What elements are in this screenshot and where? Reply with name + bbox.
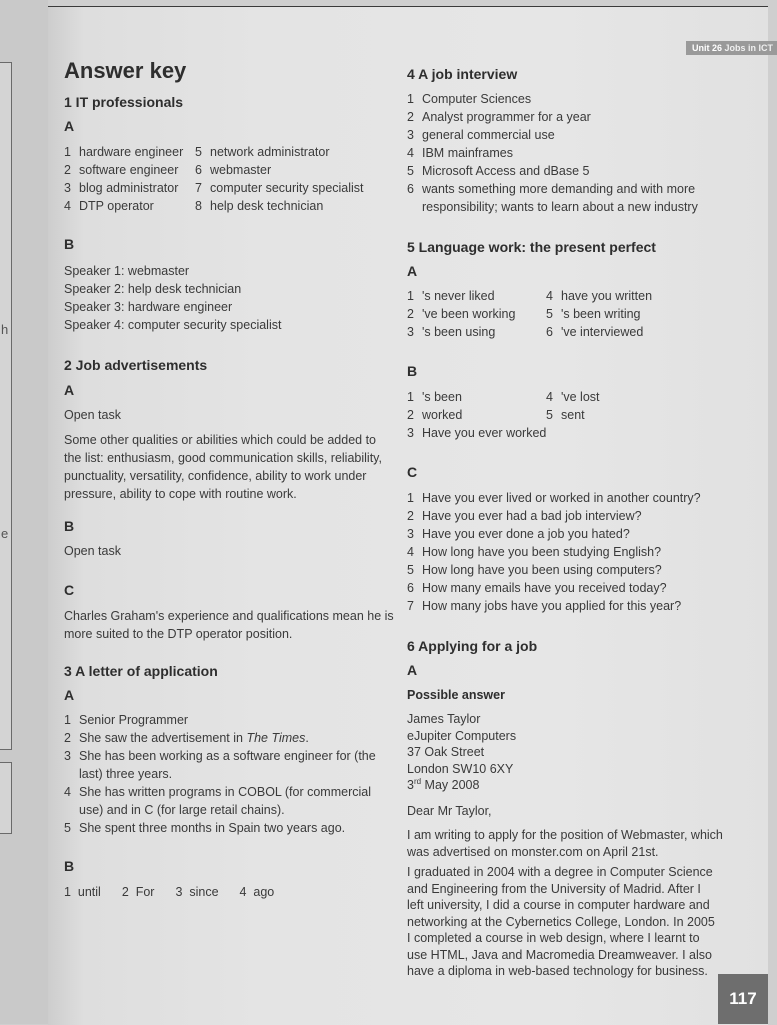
item-number: 1 bbox=[407, 491, 414, 505]
item-text: 've been working bbox=[422, 307, 516, 321]
subsection-label: A bbox=[64, 382, 75, 398]
list-item bbox=[546, 323, 652, 341]
answer-inline-list bbox=[64, 883, 274, 901]
item-text: Have you ever lived or worked in another country? bbox=[422, 491, 701, 505]
item-text: 's never liked bbox=[422, 289, 495, 303]
item-number: 6 bbox=[195, 163, 202, 177]
date-suffix: rd bbox=[413, 776, 422, 786]
answer-list bbox=[407, 388, 546, 442]
answer-list bbox=[407, 287, 515, 341]
item-text: until bbox=[77, 885, 101, 899]
list-item bbox=[64, 729, 384, 747]
binding-margin bbox=[0, 0, 48, 1024]
section-heading: 6 Applying for a job bbox=[407, 638, 538, 654]
list-item bbox=[64, 819, 384, 837]
list-item: Speaker 4: computer security specialist bbox=[64, 318, 282, 332]
item-text: 's been using bbox=[422, 325, 496, 339]
item-number: 4 bbox=[64, 199, 71, 213]
item-number: 6 bbox=[407, 581, 414, 595]
item-number: 6 bbox=[546, 325, 553, 339]
list-item bbox=[407, 507, 701, 525]
item-text: . bbox=[305, 731, 309, 745]
item-text: 's been bbox=[422, 390, 462, 404]
list-item bbox=[407, 525, 701, 543]
list-item bbox=[407, 144, 725, 162]
address-line: London SW10 6XY bbox=[407, 761, 514, 776]
list-item bbox=[546, 406, 600, 424]
subsection-label: C bbox=[64, 582, 75, 598]
speaker-list bbox=[64, 262, 281, 334]
item-text: She saw the advertisement in bbox=[79, 731, 247, 745]
item-number: 3 bbox=[175, 885, 183, 899]
list-item bbox=[64, 161, 183, 179]
list-item bbox=[407, 406, 546, 424]
list-item bbox=[407, 597, 701, 615]
item-text: sent bbox=[561, 408, 585, 422]
item-number: 5 bbox=[546, 307, 553, 321]
list-item bbox=[407, 90, 725, 108]
date-rest: May 2008 bbox=[421, 778, 480, 792]
section-heading: 5 Language work: the present perfect bbox=[407, 239, 656, 255]
item-number: 4 bbox=[546, 390, 553, 404]
item-text: She has written programs in COBOL (for commercial use) and in C (for large retail chains). bbox=[79, 785, 371, 817]
unit-number: Unit 26 bbox=[692, 43, 723, 53]
item-number: 2 bbox=[121, 885, 129, 899]
list-item bbox=[64, 711, 384, 729]
date-day: 3 bbox=[407, 778, 414, 792]
item-number: 8 bbox=[195, 199, 202, 213]
answer-list bbox=[407, 90, 725, 216]
unit-title: Jobs in ICT bbox=[724, 43, 774, 53]
item-text: ago bbox=[253, 885, 275, 899]
answer-list bbox=[64, 711, 384, 837]
answer-paragraph: Charles Graham's experience and qualifications mean he is more suited to the DTP operator position. bbox=[64, 609, 394, 641]
item-number: 1 bbox=[407, 92, 414, 106]
answer-text: Open task bbox=[64, 544, 121, 558]
item-text: 've lost bbox=[561, 390, 600, 404]
item-text: How many emails have you received today? bbox=[422, 581, 667, 595]
letter-paragraph: I graduated in 2004 with a degree in Computer Science and Engineering from the University of Madrid. After I left university, I did a course in computer hardware and networking at the Cybernetics College, London. In 2005 I completed a course in web design, where I learnt to use HTML, Java and Macromedia Dreamweaver. I also have a diploma in web-based technology for business. bbox=[407, 865, 715, 978]
answer-list bbox=[195, 143, 364, 215]
subsection-label: B bbox=[64, 236, 75, 252]
address-line: 37 Oak Street bbox=[407, 745, 485, 759]
item-text: computer security specialist bbox=[210, 181, 364, 195]
item-text: 's been writing bbox=[561, 307, 641, 321]
list-item bbox=[546, 287, 652, 305]
item-number: 5 bbox=[407, 563, 414, 577]
answer-list bbox=[546, 388, 600, 424]
item-number: 4 bbox=[407, 146, 414, 160]
list-item: Speaker 1: webmaster bbox=[64, 264, 190, 278]
item-number: 2 bbox=[64, 163, 71, 177]
item-text: How many jobs have you applied for this year? bbox=[422, 599, 682, 613]
list-item bbox=[407, 388, 546, 406]
subsection-label: C bbox=[407, 464, 418, 480]
address-line: James Taylor bbox=[407, 712, 481, 726]
list-item: Speaker 3: hardware engineer bbox=[64, 300, 233, 314]
list-item bbox=[64, 179, 183, 197]
unit-badge bbox=[686, 41, 777, 55]
item-text: How long have you been using computers? bbox=[422, 563, 662, 577]
letter-salutation: Dear Mr Taylor, bbox=[407, 804, 492, 818]
list-item bbox=[195, 197, 364, 215]
item-number: 3 bbox=[407, 527, 414, 541]
item-number: 1 bbox=[64, 145, 71, 159]
list-item bbox=[407, 287, 515, 305]
letter-address bbox=[407, 711, 516, 794]
subsection-label: A bbox=[64, 118, 75, 134]
item-text: general commercial use bbox=[422, 128, 555, 142]
answer-list bbox=[407, 489, 701, 615]
item-text: Analyst programmer for a year bbox=[422, 110, 591, 124]
page-number: 117 bbox=[718, 974, 768, 1024]
list-item bbox=[407, 543, 701, 561]
list-item bbox=[546, 305, 652, 323]
item-text: help desk technician bbox=[210, 199, 324, 213]
answer-text: Open task bbox=[64, 408, 121, 422]
newspaper-title: The Times bbox=[246, 731, 306, 745]
subsection-label: B bbox=[64, 518, 75, 534]
subsection-label: A bbox=[407, 263, 418, 279]
item-text: blog administrator bbox=[79, 181, 179, 195]
item-text: wants something more demanding and with more responsibility; wants to learn about a new industry bbox=[422, 182, 698, 214]
item-number: 2 bbox=[407, 307, 414, 321]
item-text: have you written bbox=[561, 289, 653, 303]
item-number: 4 bbox=[546, 289, 553, 303]
item-number: 1 bbox=[64, 885, 71, 899]
item-number: 1 bbox=[64, 713, 71, 727]
list-item bbox=[64, 783, 384, 819]
letter-date bbox=[407, 777, 516, 794]
list-item bbox=[64, 197, 183, 215]
item-number: 3 bbox=[407, 128, 414, 142]
item-number: 2 bbox=[407, 509, 414, 523]
answer-paragraph: Some other qualities or abilities which could be added to the list: enthusiasm, good communication skills, reliability, punctuality, versatility, confidence, ability to work under pressure, ability to cope with routine work. bbox=[64, 433, 382, 501]
item-text: Have you ever done a job you hated? bbox=[422, 527, 630, 541]
item-number: 3 bbox=[64, 749, 71, 763]
list-item bbox=[407, 126, 725, 144]
item-text: Have you ever had a bad job interview? bbox=[422, 509, 642, 523]
list-item bbox=[407, 561, 701, 579]
section-heading: 1 IT professionals bbox=[64, 94, 184, 110]
list-item bbox=[407, 579, 701, 597]
list-item bbox=[546, 388, 600, 406]
answer-list bbox=[546, 287, 652, 341]
list-item bbox=[195, 143, 364, 161]
item-number: 1 bbox=[407, 289, 414, 303]
margin-char: h bbox=[1, 322, 9, 337]
item-number: 4 bbox=[239, 885, 247, 899]
item-text: How long have you been studying English? bbox=[422, 545, 662, 559]
list-item bbox=[64, 143, 183, 161]
item-text: IBM mainframes bbox=[422, 146, 513, 160]
margin-char: e bbox=[1, 526, 9, 541]
subsection-label: A bbox=[407, 662, 418, 678]
list-item bbox=[407, 180, 725, 216]
subsection-label: B bbox=[64, 858, 75, 874]
item-number: 3 bbox=[407, 325, 414, 339]
item-number: 4 bbox=[407, 545, 414, 559]
answer-list bbox=[64, 143, 183, 215]
item-text: Have you ever worked bbox=[422, 426, 547, 440]
item-number: 5 bbox=[195, 145, 202, 159]
item-text: hardware engineer bbox=[79, 145, 184, 159]
letter-paragraph: I am writing to apply for the position of Webmaster, which was advertised on monster.com on April 21st. bbox=[407, 828, 723, 859]
list-item: Speaker 2: help desk technician bbox=[64, 282, 242, 296]
list-item bbox=[407, 489, 701, 507]
item-text: Senior Programmer bbox=[79, 713, 189, 727]
item-number: 5 bbox=[64, 821, 71, 835]
item-text: For bbox=[135, 885, 155, 899]
item-text: network administrator bbox=[210, 145, 330, 159]
section-heading: 2 Job advertisements bbox=[64, 357, 208, 373]
adjacent-page-frame bbox=[0, 62, 12, 750]
item-text: She has been working as a software engineer for (the last) three years. bbox=[79, 749, 376, 781]
item-number: 2 bbox=[407, 408, 414, 422]
item-text: software engineer bbox=[79, 163, 179, 177]
item-text: Computer Sciences bbox=[422, 92, 532, 106]
item-text: since bbox=[189, 885, 219, 899]
item-number: 3 bbox=[407, 426, 414, 440]
address-line: eJupiter Computers bbox=[407, 728, 517, 743]
section-heading: 3 A letter of application bbox=[64, 663, 218, 679]
possible-answer-label: Possible answer bbox=[407, 688, 505, 702]
list-item bbox=[407, 108, 725, 126]
list-item bbox=[407, 323, 515, 341]
item-text: She spent three months in Spain two years ago. bbox=[79, 821, 346, 835]
item-number: 4 bbox=[64, 785, 71, 799]
item-text: DTP operator bbox=[79, 199, 154, 213]
page-title: Answer key bbox=[64, 58, 187, 83]
item-text: webmaster bbox=[210, 163, 272, 177]
item-number: 2 bbox=[407, 110, 414, 124]
item-number: 5 bbox=[546, 408, 553, 422]
list-item bbox=[195, 161, 364, 179]
item-number: 3 bbox=[64, 181, 71, 195]
item-number: 1 bbox=[407, 390, 414, 404]
adjacent-page-frame bbox=[0, 762, 12, 834]
list-item bbox=[64, 747, 384, 783]
item-text: worked bbox=[422, 408, 463, 422]
item-number: 6 bbox=[407, 182, 414, 196]
subsection-label: B bbox=[407, 363, 418, 379]
list-item bbox=[407, 162, 725, 180]
item-number: 7 bbox=[195, 181, 202, 195]
subsection-label: A bbox=[64, 687, 75, 703]
item-number: 2 bbox=[64, 731, 71, 745]
section-heading: 4 A job interview bbox=[407, 66, 518, 82]
list-item bbox=[407, 305, 515, 323]
item-text: Microsoft Access and dBase 5 bbox=[422, 164, 590, 178]
list-item bbox=[195, 179, 364, 197]
item-number: 7 bbox=[407, 599, 414, 613]
item-number: 5 bbox=[407, 164, 414, 178]
list-item bbox=[407, 424, 546, 442]
item-text: 've interviewed bbox=[561, 325, 644, 339]
